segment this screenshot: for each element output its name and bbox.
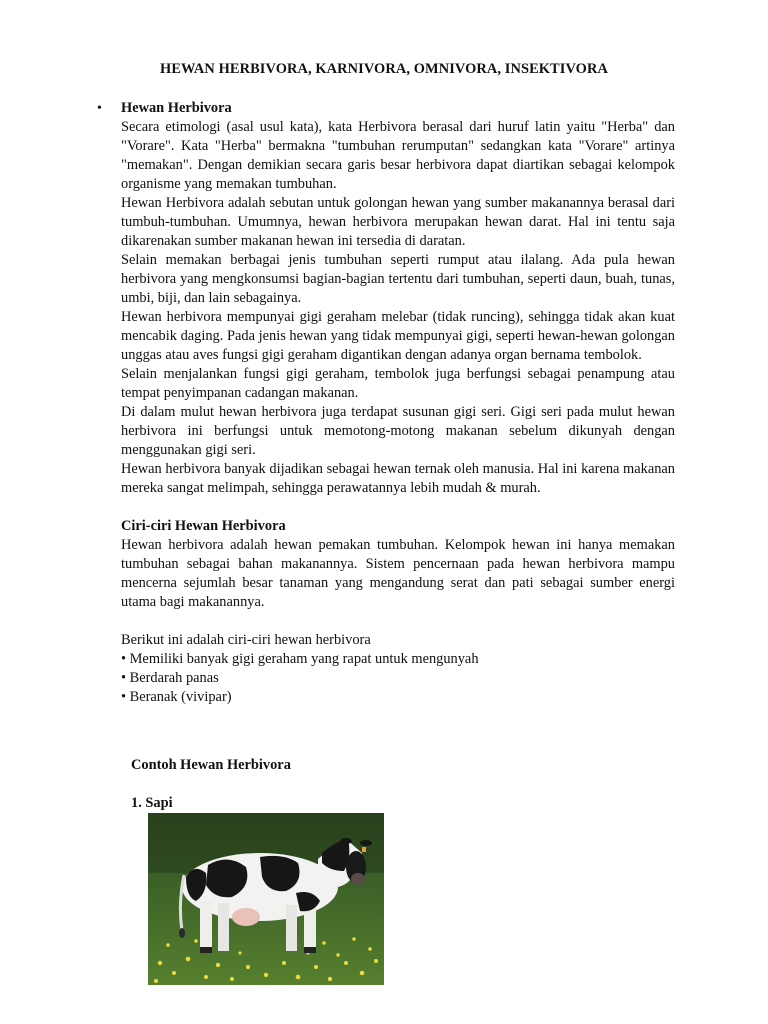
paragraph: Hewan herbivora mempunyai gigi geraham melebar (tidak runcing), sehingga tidak akan kuat mencabik daging. Pada jenis hewan yang tidak mempunyai gigi, seperti hewan-hewan golongan unggas atau aves fungsi gigi geraham digantikan dengan adanya organ bernama tembolok. — [121, 309, 675, 363]
paragraph: Secara etimologi (asal usul kata), kata Herbivora berasal dari huruf latin yaitu "Herba" dan "Vorare". Kata "Herba" bermakna "tumbuhan rerumputan" sedangkan kata "Vorare" artinya "memakan". Dengan demikian secara garis besar herbivora dapat diartikan sebagai kelompok organisme yang memakan tumbuhan. — [121, 119, 675, 192]
paragraph: Selain menjalankan fungsi gigi geraham, tembolok juga berfungsi sebagai penampung atau tempat penyimpanan cadangan makanan. — [121, 366, 675, 401]
list-item: • Memiliki banyak gigi geraham yang rapat untuk mengunyah — [121, 651, 479, 667]
section-heading-ciri-ciri: Ciri-ciri Hewan Herbivora — [121, 518, 286, 534]
list-intro: Berikut ini adalah ciri-ciri hewan herbivora — [121, 632, 371, 648]
main-content — [121, 99, 675, 707]
section-heading-herbivora: Hewan Herbivora — [121, 100, 232, 116]
paragraph: Hewan herbivora adalah hewan pemakan tumbuhan. Kelompok hewan ini hanya memakan tumbuhan sebagai bahan makanannya. Sistem pencernaan pada hewan herbivora mampu mencerna sejumlah besar tanaman yang mengandung serat dan pati sebagai sumber energi utama bagi makanannya. — [121, 537, 675, 610]
list-item: • Beranak (vivipar) — [121, 689, 232, 705]
paragraph: Selain memakan berbagai jenis tumbuhan seperti rumput atau ilalang. Ada pula hewan herbivora yang mengkonsumsi bagian-bagian tertentu dari tumbuhan, seperti daun, buah, tunas, umbi, biji, dan lain sebagainya. — [121, 252, 675, 306]
example-heading-sapi: 1. Sapi — [131, 795, 173, 811]
paragraph: Hewan herbivora banyak dijadikan sebagai hewan ternak oleh manusia. Hal ini karena makanan mereka sangat melimpah, sehingga perawatannya lebih mudah & murah. — [121, 461, 675, 496]
bullet-marker: • — [97, 101, 102, 116]
cow-photo — [148, 813, 384, 985]
list-item: • Berdarah panas — [121, 670, 219, 686]
paragraph: Di dalam mulut hewan herbivora juga terdapat susunan gigi seri. Gigi seri pada mulut hewan herbivora ini berfungsi untuk memotong-motong makanan sebelum dikunyah dengan menggunakan gigi seri. — [121, 404, 675, 458]
page-title: HEWAN HERBIVORA, KARNIVORA, OMNIVORA, INSEKTIVORA — [160, 61, 608, 77]
paragraph: Hewan Herbivora adalah sebutan untuk golongan hewan yang sumber makanannya berasal dari tumbuh-tumbuhan. Umumnya, hewan herbivora merupakan hewan darat. Hal ini tentu saja dikarenakan sumber makanan hewan ini tersedia di daratan. — [121, 195, 675, 249]
section-heading-contoh: Contoh Hewan Herbivora — [131, 757, 291, 773]
spacer — [121, 612, 675, 631]
